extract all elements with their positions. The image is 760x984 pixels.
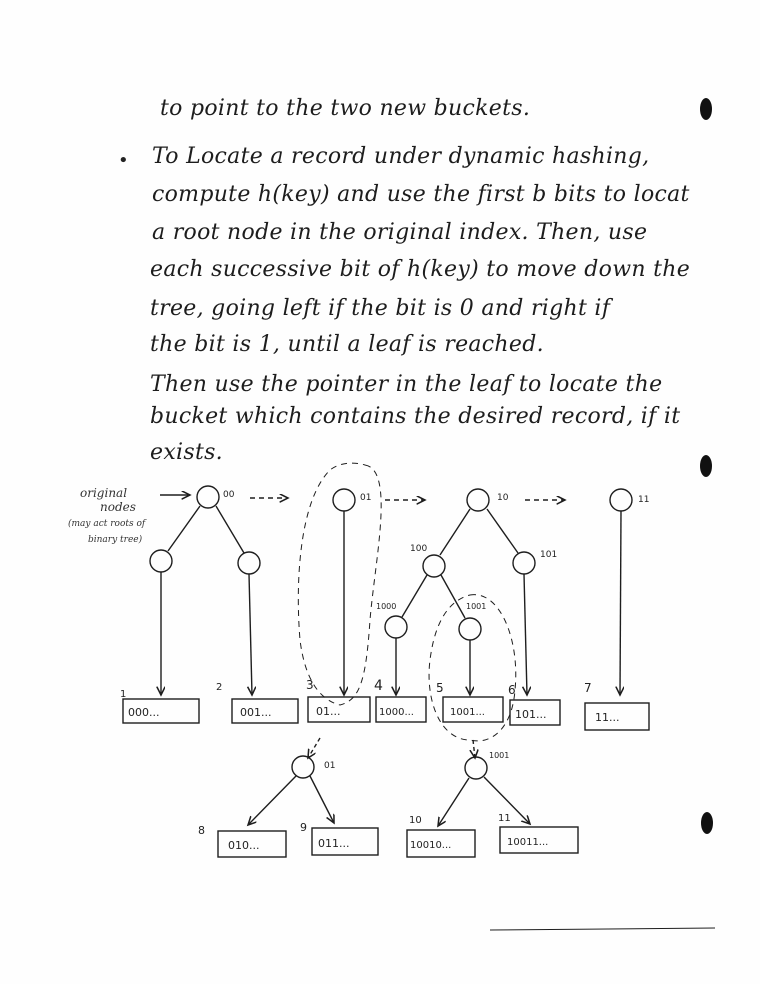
edge xyxy=(216,506,244,553)
edge xyxy=(440,509,470,555)
node-label-101: 101 xyxy=(540,550,558,560)
edge xyxy=(441,575,465,618)
root-node-10 xyxy=(467,489,489,511)
bullet-marker: • xyxy=(118,150,129,171)
side-note-line-1: original xyxy=(80,486,128,500)
node-100 xyxy=(423,555,445,577)
text-line-6: tree, going left if the bit is 0 and right if xyxy=(150,296,611,321)
node-1001 xyxy=(459,618,481,640)
bucket-number-11: 11 xyxy=(498,813,511,824)
bucket-11-label: 11... xyxy=(595,711,620,724)
bucket-000-label: 000... xyxy=(128,706,160,719)
edge xyxy=(487,509,518,553)
bucket-1000-label: 1000... xyxy=(379,707,414,718)
text-line-10: exists. xyxy=(150,440,223,465)
leaf-node-001 xyxy=(238,552,260,574)
edge xyxy=(402,575,427,617)
bucket-number-3: 3 xyxy=(306,678,314,692)
leaf-node-000 xyxy=(150,550,172,572)
pointer xyxy=(620,511,621,695)
node-label-1001-split: 1001 xyxy=(489,751,510,760)
node-label-100: 100 xyxy=(410,544,428,554)
node-101 xyxy=(513,552,535,574)
text-line-4: a root node in the original index. Then, use xyxy=(152,220,648,245)
root-node-11 xyxy=(610,489,632,511)
root-label-01: 01 xyxy=(360,493,372,503)
side-note-line-2: nodes xyxy=(100,500,136,514)
bucket-010-label: 010... xyxy=(228,839,260,852)
node-01-split xyxy=(292,756,314,778)
node-label-01-split: 01 xyxy=(324,761,336,771)
bucket-number-8: 8 xyxy=(198,824,205,837)
bucket-10011-label: 10011... xyxy=(507,837,549,848)
bucket-number-7: 7 xyxy=(584,681,592,695)
root-label-11: 11 xyxy=(638,495,650,505)
bucket-10010-label: 10010... xyxy=(410,840,452,851)
pointer xyxy=(524,574,527,695)
text-line-5: each successive bit of h(key) to move down the xyxy=(150,257,691,282)
dashed-pointer xyxy=(473,740,475,758)
dashed-pointer xyxy=(308,738,320,758)
bucket-number-9: 9 xyxy=(300,821,307,834)
root-label-10: 10 xyxy=(497,493,509,503)
root-label-00: 00 xyxy=(223,490,235,500)
text-line-3: compute h(key) and use the first b bits to locat xyxy=(152,182,690,207)
pointer xyxy=(248,776,296,825)
bucket-number-10: 10 xyxy=(409,815,422,826)
bottom-rule xyxy=(490,928,715,930)
pointer xyxy=(310,776,334,823)
bucket-number-6: 6 xyxy=(508,683,516,697)
side-note-line-3: (may act roots of xyxy=(68,519,146,529)
bucket-01-label: 01... xyxy=(316,705,341,718)
node-1000 xyxy=(385,616,407,638)
text-line-1: to point to the two new buckets. xyxy=(160,96,531,121)
pointer xyxy=(249,574,252,695)
text-line-7: the bit is 1, until a leaf is reached. xyxy=(150,332,544,357)
bucket-101-label: 101... xyxy=(515,708,547,721)
text-line-2: To Locate a record under dynamic hashing, xyxy=(152,144,650,169)
bucket-number-5: 5 xyxy=(436,681,444,695)
node-label-1000: 1000 xyxy=(376,602,397,611)
text-line-9: bucket which contains the desired record, if it xyxy=(150,404,681,429)
side-note-line-4: binary tree) xyxy=(88,535,143,545)
edge xyxy=(168,506,200,551)
bucket-number-2: 2 xyxy=(216,682,223,693)
bucket-1001-label: 1001... xyxy=(450,707,485,718)
root-node-01 xyxy=(333,489,355,511)
bucket-001-label: 001... xyxy=(240,706,272,719)
node-1001-split xyxy=(465,757,487,779)
bucket-number-1: 1 xyxy=(120,689,127,700)
bucket-011-label: 011... xyxy=(318,837,350,850)
node-label-1001: 1001 xyxy=(466,602,487,611)
bucket-number-4: 4 xyxy=(374,678,383,694)
root-node-00 xyxy=(197,486,219,508)
pointer xyxy=(438,778,469,826)
text-line-8: Then use the pointer in the leaf to locate the xyxy=(150,372,663,397)
